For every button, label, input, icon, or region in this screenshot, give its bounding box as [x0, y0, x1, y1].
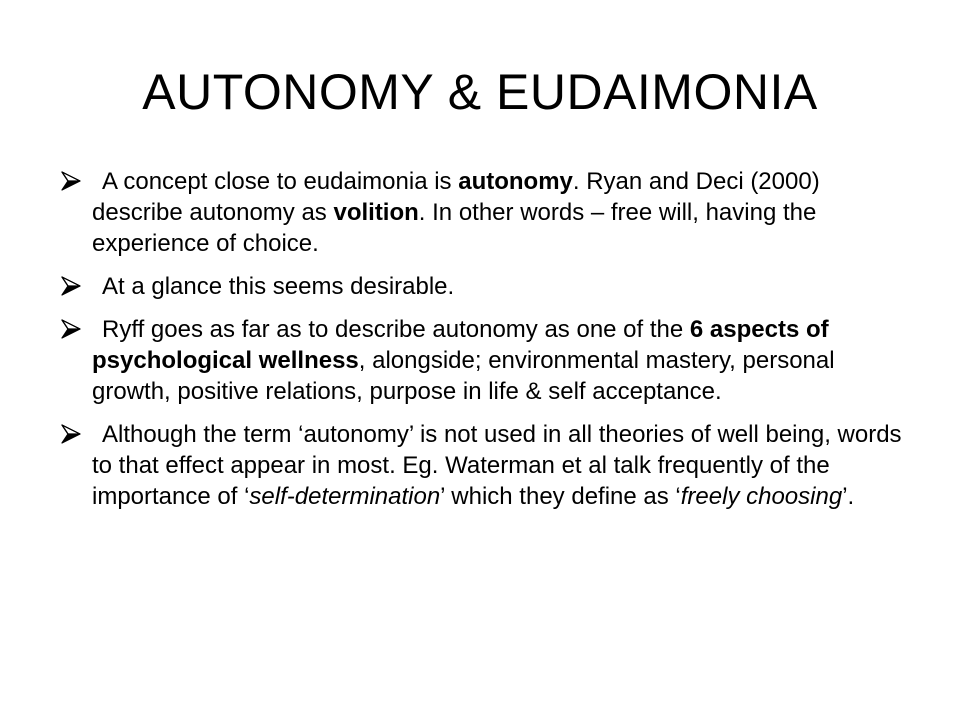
arrowhead-bullet-icon: [60, 275, 82, 297]
text-run: Although the term ‘autonomy’ is not used in all theories of well being, words to that effect appear in most. Eg. Waterman et al talk frequently of the importance of ‘: [92, 421, 902, 510]
text-run: ’.: [842, 483, 855, 510]
bullet-item: [60, 166, 910, 259]
text-run: Ryff goes as far as to describe autonomy as one of the: [102, 316, 690, 343]
italic-text-run: self-determination: [249, 483, 441, 510]
bullet-item: [60, 314, 910, 407]
text-run: At a glance this seems desirable.: [102, 273, 455, 300]
bullet-text: [92, 419, 910, 512]
bullet-list: [60, 166, 910, 524]
bullet-item: [60, 419, 910, 512]
arrowhead-bullet-icon: [60, 423, 82, 445]
bold-text-run: 6 aspects of psychological wellness: [92, 316, 829, 374]
bold-text-run: volition: [333, 199, 419, 226]
slide-title: AUTONOMY & EUDAIMONIA: [142, 64, 818, 120]
arrowhead-bullet-icon: [60, 318, 82, 340]
bullet-text: [92, 166, 910, 259]
italic-text-run: freely choosing: [680, 483, 843, 510]
bold-text-run: autonomy: [458, 168, 573, 195]
bullet-text: [92, 314, 910, 407]
text-run: , alongside; environmental mastery, personal growth, positive relations, purpose in life & self acceptance.: [92, 347, 835, 405]
bullet-text: [92, 271, 910, 302]
text-run: A concept close to eudaimonia is: [102, 168, 459, 195]
text-run: ’ which they define as ‘: [440, 483, 681, 510]
text-run: . Ryan and Deci (2000) describe autonomy as: [92, 168, 820, 226]
arrowhead-bullet-icon: [60, 170, 82, 192]
bullet-item: [60, 271, 910, 302]
text-run: . In other words – free will, having the experience of choice.: [92, 199, 817, 257]
